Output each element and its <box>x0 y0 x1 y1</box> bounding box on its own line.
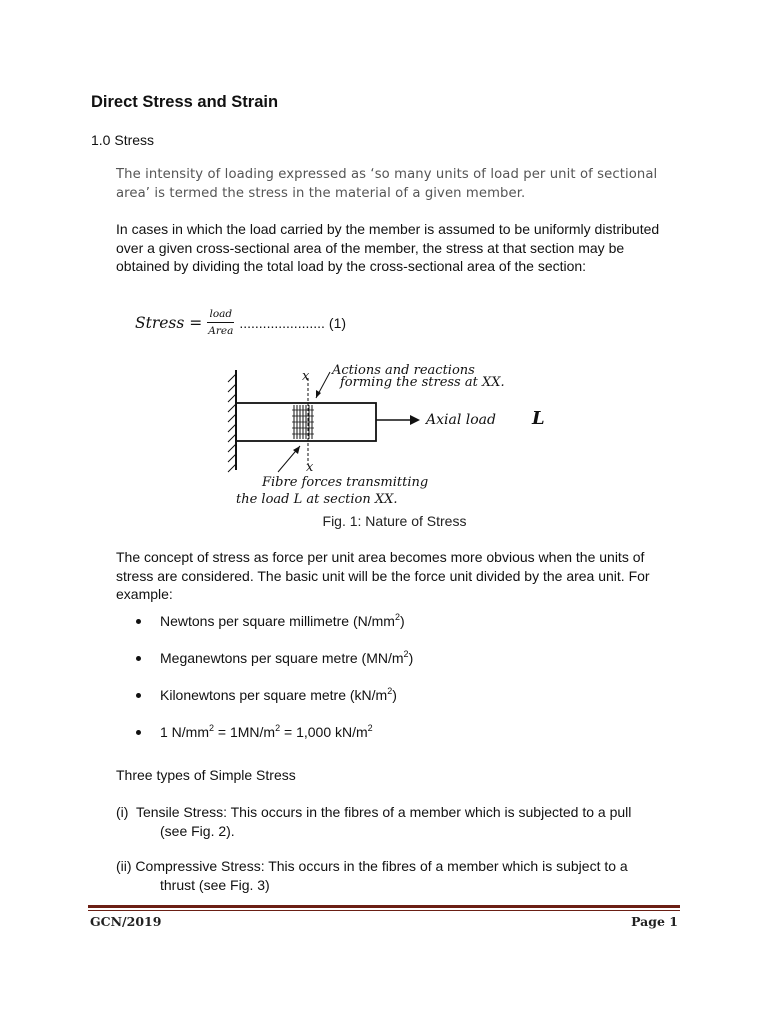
label-load-at-section: the load L at section XX. <box>236 492 398 507</box>
page-heading: Direct Stress and Strain <box>91 93 279 111</box>
bullet-dot <box>136 656 141 661</box>
item-compressive-stress: (ii) Compressive Stress: This occurs in the fibres of a member which is subject to a thrust (see Fig. 3) <box>116 858 628 893</box>
units-list <box>116 612 413 760</box>
mark-x-bottom: x <box>306 460 314 475</box>
list-item: Newtons per square millimetre $(N/mm^2)$ <box>116 612 413 649</box>
formula-reference: (1) <box>328 314 347 331</box>
paragraph-definition: The intensity of loading expressed as ‘so many units of load per unit of sectional area’ is termed the stress in the material of a given member. <box>116 167 658 201</box>
paragraph-uniform-load: In cases in which the load carried by the member is assumed to be uniformly distributed over a given cross-sectional area of the member, the stress at that section may be obtained by dividing the total load by the cross-sectional area of the section: <box>116 221 660 274</box>
label-fibre-forces: Fibre forces transmitting <box>262 475 429 490</box>
label-actions-reactions: Actions and reactions <box>332 363 475 378</box>
section-title: 1.0 Stress <box>91 132 155 148</box>
bullet-dot <box>136 693 141 698</box>
formula-dots: ...................... <box>239 314 325 331</box>
footer-rule <box>88 905 680 908</box>
page-number: Page 1 <box>631 914 678 929</box>
label-forming-stress: forming the stress at XX. <box>340 375 505 390</box>
item-tensile-stress: (i) Tensile Stress: This occurs in the fibres of a member which is subjected to a pull (see Fig. 2). <box>116 804 632 839</box>
label-load-L: L <box>532 408 545 429</box>
mark-x-top: x <box>302 369 310 384</box>
stress-formula <box>135 308 346 337</box>
label-axial-load: Axial load <box>426 412 496 428</box>
formula-denominator: Area <box>208 325 234 337</box>
list-item: Kilonewtons per square metre $(kN/m^2)$ <box>116 686 413 723</box>
stress-figure <box>222 360 567 515</box>
types-heading: Three types of Simple Stress <box>116 767 296 783</box>
bullet-dot <box>136 619 141 624</box>
footer-rule-thin <box>88 910 680 911</box>
formula-numerator: load <box>207 308 234 323</box>
list-item: Meganewtons per square metre $(MN/m^2)$ <box>116 649 413 686</box>
footer-code: GCN/2019 <box>90 914 162 929</box>
figure-caption: Fig. 1: Nature of Stress <box>322 513 467 529</box>
bullet-dot <box>136 730 141 735</box>
formula-fraction <box>206 308 235 337</box>
formula-lhs: Stress = <box>135 313 203 332</box>
list-item: 1 $N/mm^2 = 1MN/m^2 = 1,000$ $kN/m^2$ <box>116 723 413 760</box>
paragraph-units: The concept of stress as force per unit area becomes more obvious when the units of stress are considered. The basic unit will be the force unit divided by the area unit. For example: <box>116 549 650 602</box>
